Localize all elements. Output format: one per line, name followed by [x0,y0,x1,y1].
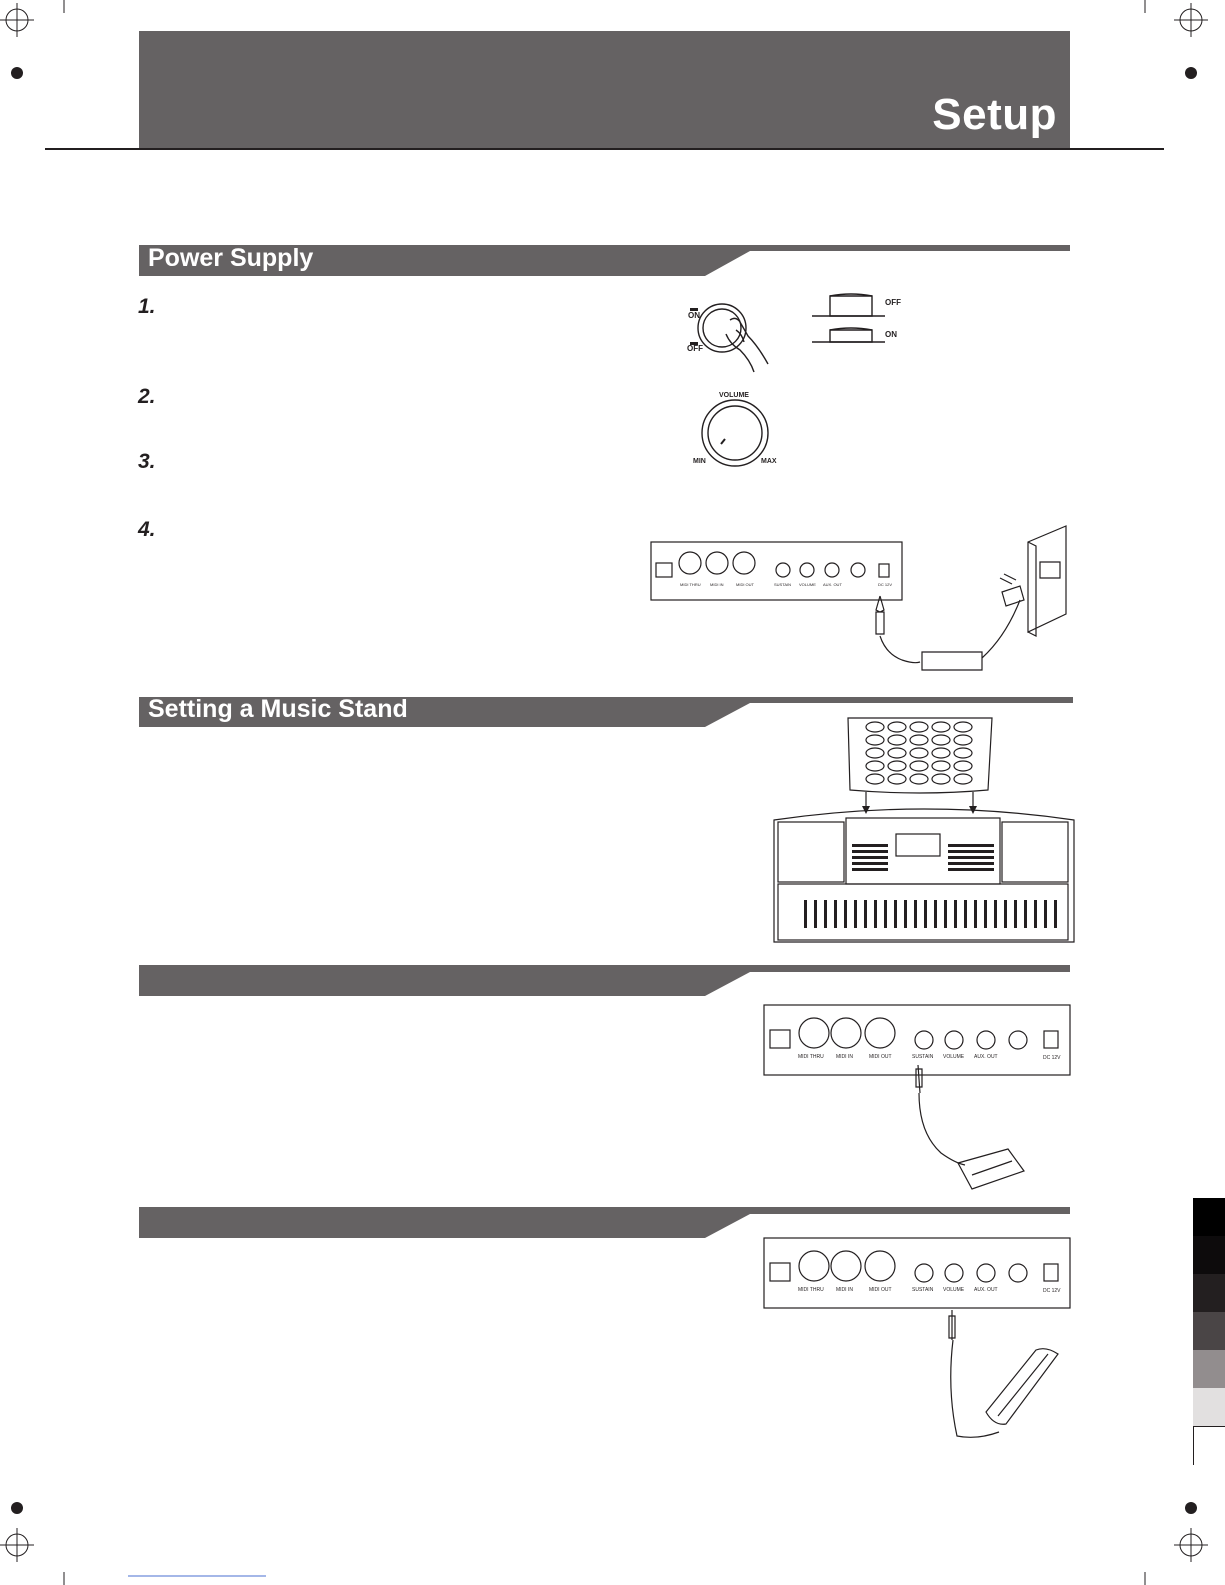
jack-label-midi-thru: MIDI THRU [680,582,701,587]
color-swatch [1193,1236,1225,1274]
jack-label-sustain: SUSTAIN [774,582,792,587]
volume-panel-jack-sustain: SUSTAIN [912,1287,934,1293]
jack-label-midi-out: MIDI OUT [736,582,754,587]
switch-state-on-label: ON [885,330,897,339]
sustain-panel-jack-dc: DC 12V [1043,1055,1061,1061]
rear-panel-power-illustration [650,520,1075,685]
volume-panel-jack-midi-in: MIDI IN [836,1287,853,1293]
sustain-panel-jack-midi-thru: MIDI THRU [798,1054,824,1060]
sustain-panel-jack-midi-in: MIDI IN [836,1054,853,1060]
sustain-panel-jack-midi-out: MIDI OUT [869,1054,892,1060]
volume-panel-jack-dc: DC 12V [1043,1288,1061,1294]
rear-panel-sustain-pedal-illustration [762,1003,1074,1195]
power-switch-illustration [680,290,920,380]
volume-label: VOLUME [719,392,749,399]
volume-panel-jack-midi-out: MIDI OUT [869,1287,892,1293]
step-number-2: 2. [138,385,156,408]
jack-label-midi-in: MIDI IN [710,582,724,587]
jack-label-volume: VOLUME [799,582,816,587]
volume-min-label: MIN [693,458,706,465]
color-swatch [1193,1388,1225,1426]
volume-max-label: MAX [761,458,777,465]
color-swatch [1193,1312,1225,1350]
music-stand-keyboard-illustration [770,712,1080,944]
volume-panel-jack-aux-out: AUX. OUT [974,1287,998,1293]
rear-panel-volume-pedal-illustration [762,1236,1074,1446]
color-swatch [1193,1350,1225,1388]
sustain-panel-jack-sustain: SUSTAIN [912,1054,934,1060]
switch-state-off-label: OFF [885,298,901,307]
step-number-1: 1. [138,295,156,318]
jack-label-dc: DC 12V [878,582,893,587]
volume-knob-illustration [685,388,785,470]
color-swatch [1193,1198,1225,1236]
switch-off-label: OFF [687,344,703,353]
section-title-power-supply: Power Supply [148,244,314,272]
section-title-music-stand: Setting a Music Stand [148,695,408,723]
step-number-3: 3. [138,450,156,473]
color-swatch [1193,1274,1225,1312]
switch-on-label: ON [688,311,700,320]
step-number-4: 4. [138,518,156,541]
volume-panel-jack-midi-thru: MIDI THRU [798,1287,824,1293]
sustain-panel-jack-volume: VOLUME [943,1054,965,1060]
sustain-panel-jack-aux-out: AUX. OUT [974,1054,998,1060]
volume-panel-jack-volume: VOLUME [943,1287,965,1293]
page-title: Setup [932,90,1057,139]
jack-label-aux-out: AUX. OUT [823,582,842,587]
color-swatch [1193,1426,1225,1465]
